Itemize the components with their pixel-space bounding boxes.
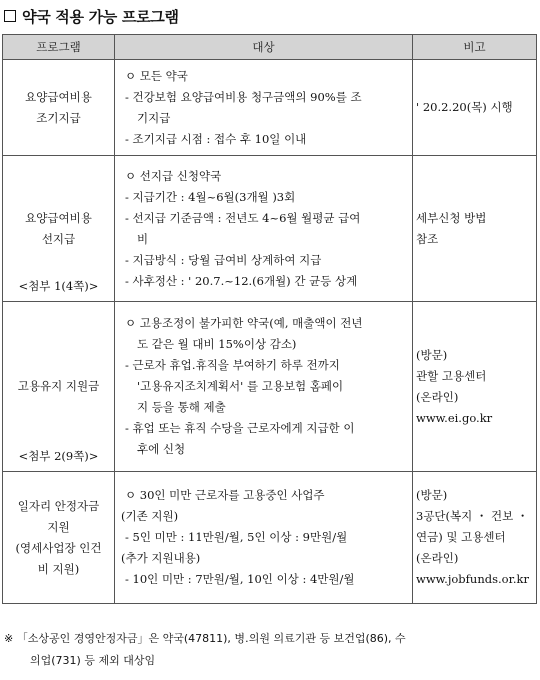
- note-line: 관할 고용센터: [416, 368, 487, 383]
- note-line: (방문): [416, 347, 448, 362]
- target-cell: [115, 156, 413, 302]
- note-line: 연금) 및 고용센터: [416, 530, 506, 544]
- target-line: - 조기지급 시점 : 접수 후 10일 이내: [125, 131, 307, 146]
- table-row: [3, 302, 537, 472]
- program-name-line: 조기지급: [36, 110, 81, 125]
- note-link: www.jobfunds.or.kr: [416, 572, 529, 586]
- program-cell: [3, 472, 115, 604]
- target-line: - 5인 미만 : 11만원/월, 5인 이상 : 9만원/월: [125, 530, 348, 544]
- program-table: [2, 34, 537, 604]
- program-name-line: 요양급여비용: [25, 89, 92, 104]
- target-line: ㅇ 선지급 신청약국: [125, 168, 222, 183]
- target-cell: [115, 60, 413, 156]
- program-name-line: 고용유지 지원금: [17, 379, 100, 393]
- program-name-line: 일자리 안정자금: [17, 498, 100, 513]
- checkbox-square-icon: [4, 10, 16, 22]
- table-row: [3, 60, 537, 156]
- table-row: [3, 156, 537, 302]
- footnote-line: 의업(731) 등 제외 대상임: [30, 654, 156, 667]
- program-name-line: (영세사업장 인건: [15, 540, 102, 555]
- section-title: [4, 4, 179, 28]
- note-line: (온라인): [416, 389, 459, 404]
- program-reference: <첨부 1(4쪽)>: [18, 279, 99, 293]
- header-target: 대상: [115, 35, 413, 60]
- note-cell: [413, 60, 537, 156]
- footnote-line: ※ 「소상공인 경영안정자금」은 약국(47811), 병․의원 의료기관 등 보건업(86), 수: [4, 632, 406, 645]
- target-line: - 휴업 또는 휴직 수당을 근로자에게 지급한 이: [125, 421, 355, 435]
- target-line: 도 같은 월 대비 15%이상 감소): [137, 337, 297, 351]
- target-line: - 근로자 휴업․휴직을 부여하기 하루 전까지: [125, 358, 340, 372]
- target-line: - 사후정산 : ' 20.7.~12.(6개월) 간 균등 상계: [125, 273, 358, 288]
- target-line: (기존 지원): [121, 509, 179, 523]
- target-line: 기지급: [137, 110, 171, 125]
- target-line: - 10인 미만 : 7만원/월, 10인 이상 : 4만원/월: [125, 572, 355, 586]
- note-line: 3공단(복지 ・ 건보 ・: [416, 509, 529, 523]
- program-name-line: 요양급여비용: [25, 210, 92, 225]
- note-line: ' 20.2.20(목) 시행: [416, 100, 513, 114]
- target-line: - 선지급 기준금액 : 전년도 4~6월 월평균 급여: [125, 210, 361, 225]
- program-cell: [3, 156, 115, 302]
- note-line: (방문): [416, 488, 448, 502]
- target-line: '고용유지조치계획서' 를 고용보험 홈페이: [137, 379, 344, 393]
- header-program: 프로그램: [3, 35, 115, 60]
- program-cell: [3, 60, 115, 156]
- note-cell: [413, 472, 537, 604]
- target-cell: [115, 302, 413, 472]
- table-row: [3, 472, 537, 604]
- note-line: 참조: [416, 231, 439, 246]
- section-title-text: 약국 적용 가능 프로그램: [22, 7, 179, 26]
- program-name-line: 지원: [47, 519, 70, 534]
- header-note: 비고: [413, 35, 537, 60]
- note-cell: [413, 302, 537, 472]
- program-name-line: 선지급: [41, 231, 76, 246]
- target-line: (추가 지원내용): [121, 551, 201, 565]
- target-line: 후에 신청: [137, 442, 186, 456]
- program-reference: <첨부 2(9쪽)>: [18, 449, 99, 463]
- program-cell: [3, 302, 115, 472]
- note-link: www.ei.go.kr: [416, 410, 493, 425]
- target-line: ㅇ 30인 미만 근로자를 고용중인 사업주: [125, 488, 325, 502]
- target-line: - 지급방식 : 당월 급여비 상계하여 지급: [125, 252, 322, 267]
- target-line: - 건강보험 요양급여비용 청구금액의 90%를 조: [125, 89, 362, 104]
- note-cell: [413, 156, 537, 302]
- target-line: ㅇ 모든 약국: [125, 68, 188, 83]
- target-line: - 지급기간 : 4월~6월(3개월 )3회: [125, 189, 296, 204]
- target-line: 비: [137, 231, 149, 246]
- target-line: 지 등을 통해 제출: [137, 400, 226, 414]
- note-line: 세부신청 방법: [416, 210, 487, 225]
- note-line: (온라인): [416, 551, 459, 565]
- table-header-row: [3, 35, 537, 60]
- program-name-line: 비 지원): [37, 561, 80, 576]
- footnote: [4, 628, 536, 672]
- target-cell: [115, 472, 413, 604]
- target-line: ㅇ 고용조정이 불가피한 약국(예, 매출액이 전년: [125, 316, 363, 330]
